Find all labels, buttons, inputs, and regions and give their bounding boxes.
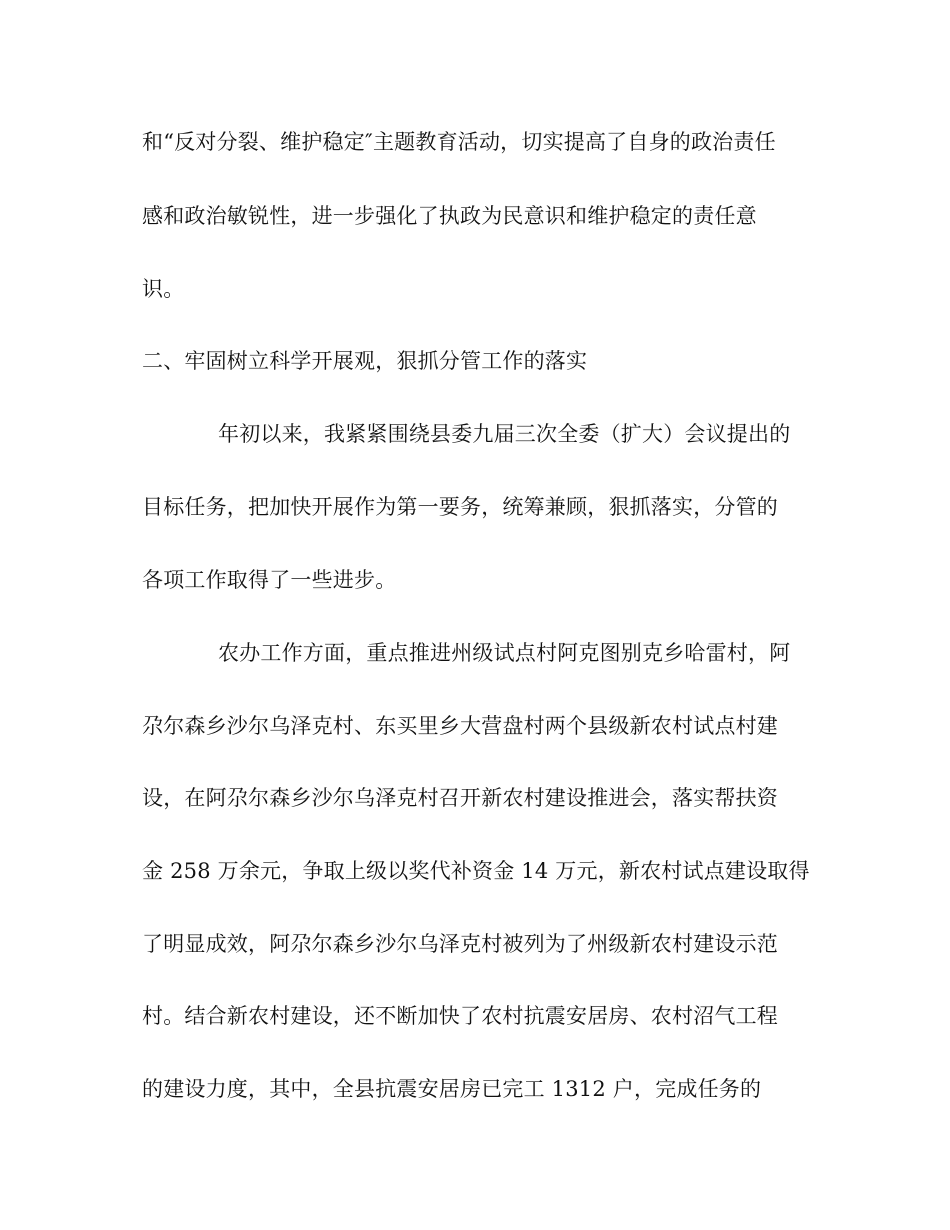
text-line-8: 农办工作方面，重点推进州级试点村阿克图别克乡哈雷村，阿 [218,641,791,665]
text-line-7: 各项工作取得了一些进步。 [142,568,397,592]
text-line-9: 尕尔森乡沙尔乌泽克村、东买里乡大营盘村两个县级新农村试点村建 [142,714,778,738]
text-line-13: 村。结合新农村建设，还不断加快了农村抗震安居房、农村沼气工程 [142,1004,778,1028]
section-heading: 二、牢固树立科学开展观，狠抓分管工作的落实 [142,349,588,373]
text-line-2: 感和政治敏锐性，进一步强化了执政为民意识和维护稳定的责任意 [142,204,757,228]
text-line-11: 金 258 万余元，争取上级以奖代补资金 14 万元，新农村试点建设取得 [142,859,810,883]
text-line-14: 的建设力度，其中，全县抗震安居房已完工 1312 户，完成任务的 [142,1077,762,1101]
text-line-1: 和“反对分裂、维护稳定″主题教育活动，切实提高了自身的政治责任 [142,130,776,154]
text-line-12: 了明显成效，阿尕尔森乡沙尔乌泽克村被列为了州级新农村建设示范 [142,932,778,956]
text-line-5: 年初以来，我紧紧围绕县委九届三次全委（扩大）会议提出的 [218,422,791,446]
text-line-3: 识。 [142,277,185,301]
text-line-10: 设，在阿尕尔森乡沙尔乌泽克村召开新农村建设推进会，落实帮扶资 [142,786,778,810]
text-line-6: 目标任务，把加快开展作为第一要务，统筹兼顾，狠抓落实，分管的 [142,495,778,519]
